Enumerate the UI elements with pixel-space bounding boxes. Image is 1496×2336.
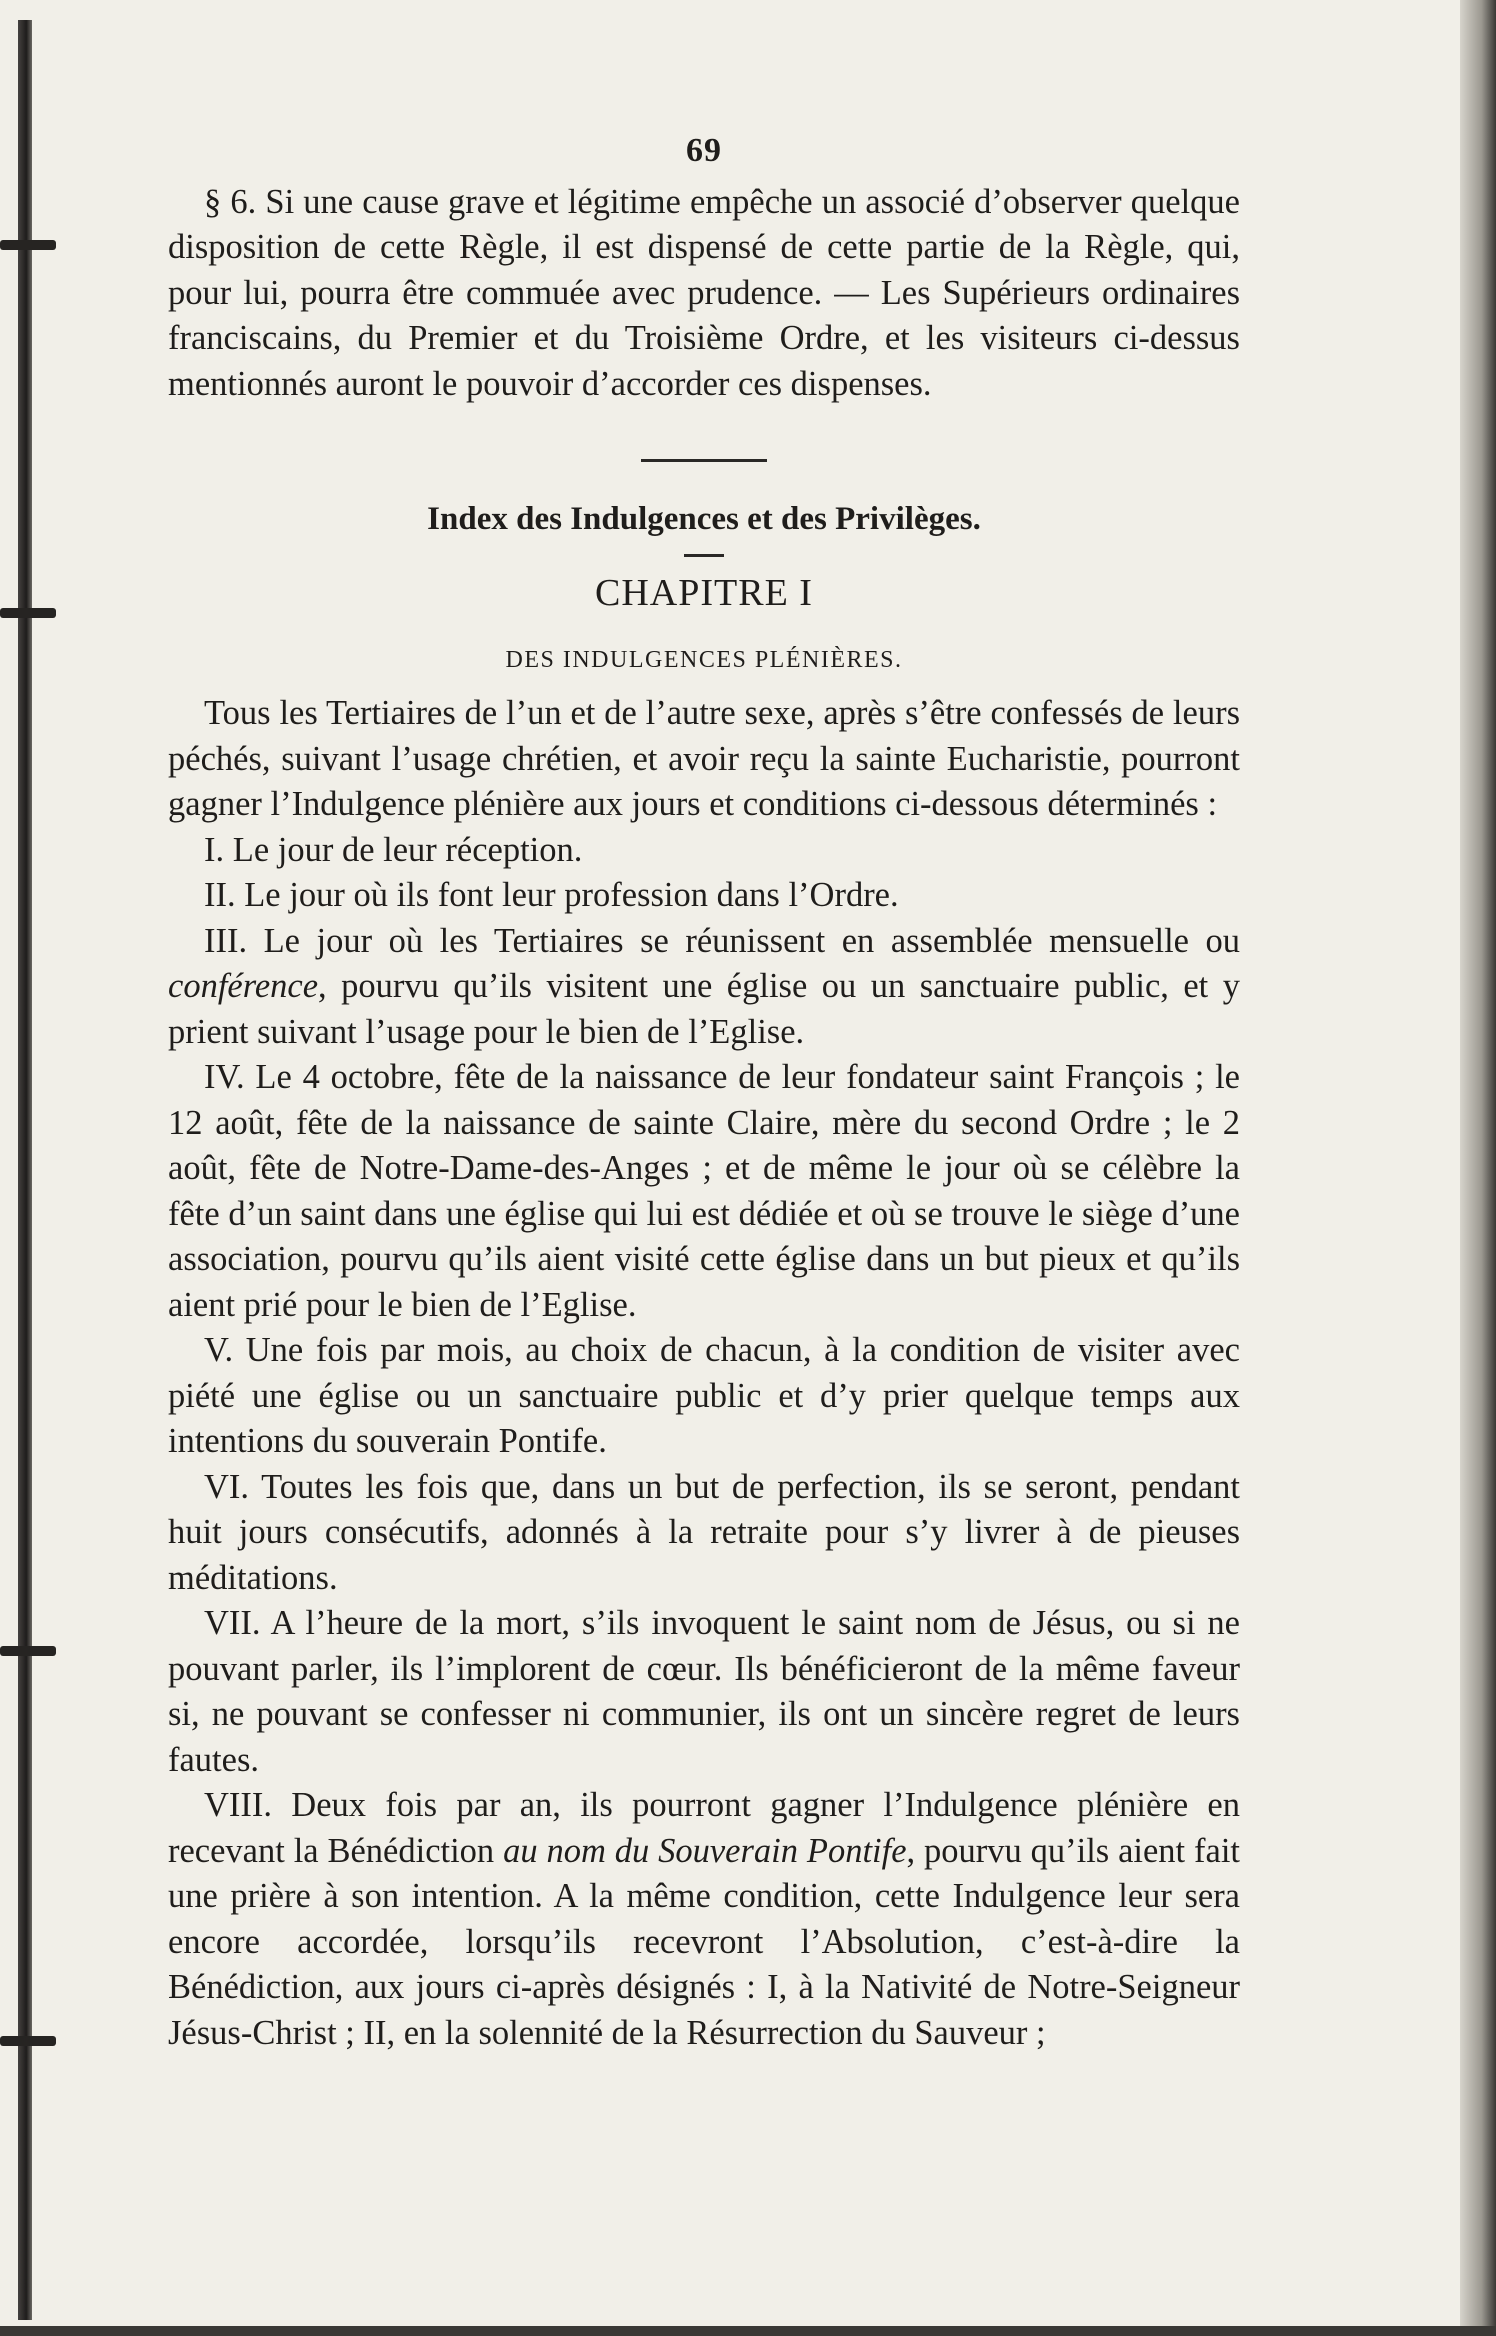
- spine-stitch: [0, 1646, 56, 1656]
- item-emphasis: conférence: [168, 967, 319, 1005]
- list-item: IV. Le 4 octobre, fête de la naissance de leur fondateur saint François ; le 12 août, fête de la naissance de sainte Claire, mère du second Ordre ; le 2 août, fête de Notre-Dame-des-Anges ; et de même le jour où se célèbre la fête d’un saint dans une église qui lui est dédiée et où se trouve le siège d’une association, pourvu qu’ils aient visité cette église dans un but pieux et qu’ils aient prié pour le bien de l’Eglise.: [168, 1058, 1240, 1324]
- spine-stitch: [0, 608, 56, 618]
- item-emphasis: au nom du Souverain Pontife: [503, 1831, 907, 1870]
- section-divider: [641, 459, 767, 462]
- list-item: VI. Toutes les fois que, dans un but de perfection, ils se seront, pendant huit jours consécutifs, adonnés à la retraite pour s’y livrer à de pieuses méditations.: [168, 1467, 1240, 1597]
- list-item: I. Le jour de leur réception.: [204, 830, 583, 869]
- book-spine: [18, 20, 32, 2320]
- page-content: [168, 128, 1240, 2056]
- section-title: DES INDULGENCES PLÉNIÈRES.: [505, 647, 903, 673]
- spine-stitch: [0, 2036, 56, 2046]
- item-text: III. Le jour où les Tertiaires se réunissent en assemblée mensuelle ou: [204, 921, 1240, 960]
- spine-stitch: [0, 240, 56, 250]
- item-text: VIII. Deux fois par an, ils pourront gagner l’Indulgence plénière en recevant la Bénédiction: [168, 1786, 1240, 1870]
- page-number: 69: [686, 132, 722, 169]
- list-item: [168, 919, 1240, 1056]
- item-text: , pourvu qu’ils aient fait une prière à son intention. A la même condition, cette Indulgence leur sera encore accordée, lorsqu’ils recevront l’Absolution, c’est-à-dire la Bénédiction, aux jours ci-après désignés : I, à la Nativité de Notre-Seigneur Jésus-Christ ; II, en la solennité de la Résurrection du Sauveur ;: [168, 1831, 1240, 2052]
- page-bottom-edge: [0, 2326, 1496, 2336]
- intro-paragraph: § 6. Si une cause grave et légitime empêche un associé d’observer quelque disposition de cette Règle, il est dispensé de cette partie de la Règle, qui, pour lui, pourra être commuée avec prudence. — Les Supérieurs ordinaires franciscains, du Premier et du Troisième Ordre, et les visiteurs ci-dessus mentionnés auront le pouvoir d’accorder ces dispenses.: [168, 182, 1240, 403]
- item-text: , pourvu qu’ils visitent une église ou un sanctuaire public, et y prient suivant l’usage pour le bien de l’Eglise.: [168, 967, 1240, 1051]
- list-item: II. Le jour où ils font leur profession dans l’Ordre.: [204, 876, 899, 914]
- page-right-edge: [1460, 0, 1496, 2336]
- chapter-title: CHAPITRE I: [595, 572, 813, 614]
- list-item: VII. A l’heure de la mort, s’ils invoquent le saint nom de Jésus, ou si ne pouvant parler, ils l’implorent de cœur. Ils bénéficieront de la même faveur si, ne pouvant se confesser ni communier, ils ont un sincère regret de leurs fautes.: [168, 1604, 1240, 1779]
- indulgence-list: [168, 691, 1240, 2056]
- title-rule: [684, 554, 724, 557]
- index-title: Index des Indulgences et des Privilèges.: [427, 501, 981, 537]
- list-item: [168, 1783, 1240, 2056]
- list-item: V. Une fois par mois, au choix de chacun, à la condition de visiter avec piété une église ou un sanctuaire public et d’y prier quelque temps aux intentions du souverain Pontife.: [168, 1331, 1240, 1460]
- lead-paragraph: Tous les Tertiaires de l’un et de l’autre sexe, après s’être confessés de leurs péchés, suivant l’usage chrétien, et avoir reçu la sainte Eucharistie, pourront gagner l’Indulgence plénière aux jours et conditions ci-dessous déterminés :: [168, 694, 1240, 823]
